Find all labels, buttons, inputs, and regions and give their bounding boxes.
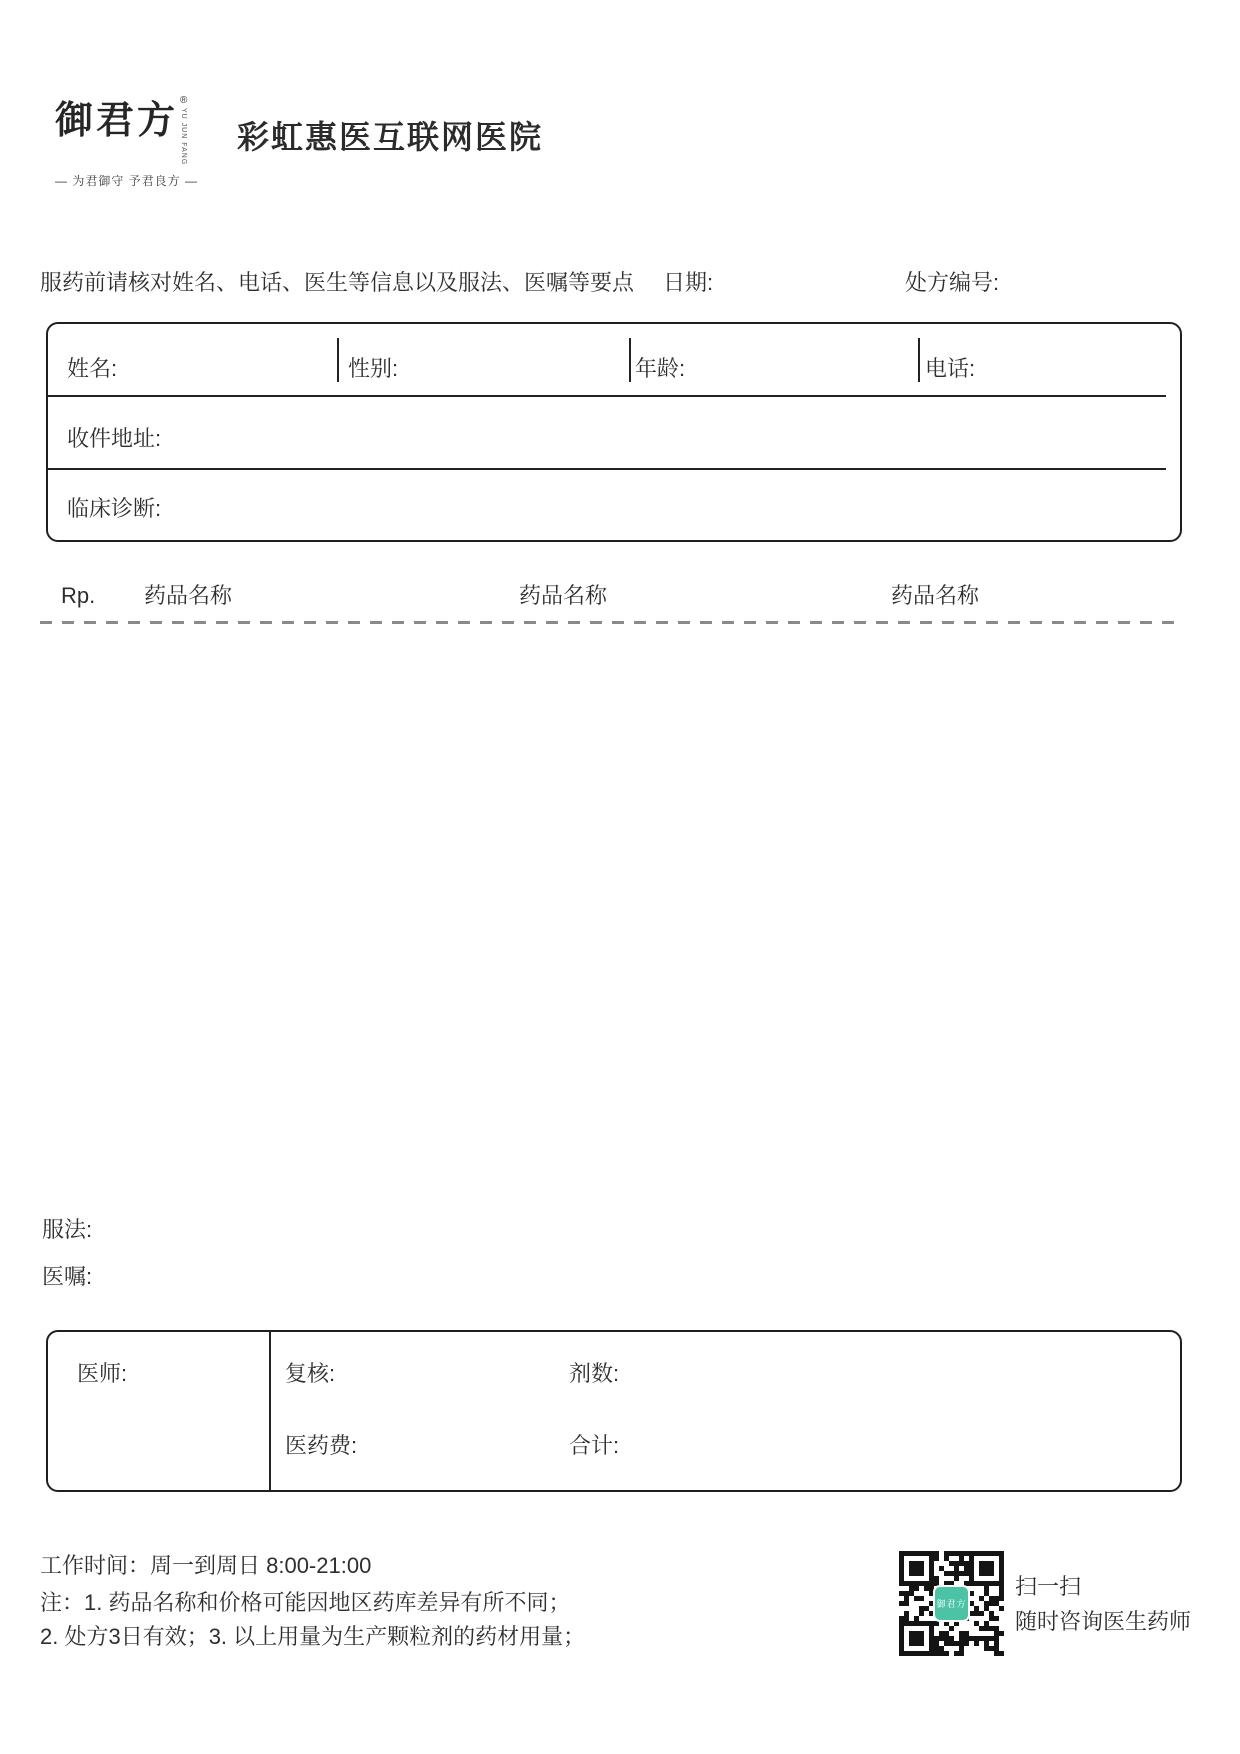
dose-count-label: 剂数:: [569, 1361, 620, 1386]
rx-separator-dashed-line: [40, 621, 1177, 624]
registered-trademark-icon: ®: [180, 95, 188, 106]
date-label: 日期:: [663, 270, 714, 295]
working-hours: 工作时间：周一到周日 8:00-21:00: [40, 1553, 372, 1578]
qr-center-logo: 御君方: [933, 1585, 970, 1622]
total-label: 合计:: [569, 1433, 620, 1458]
patient-info-box: [46, 322, 1182, 542]
note-line-2: 2. 处方3日有效；3. 以上用量为生产颗粒剂的药材用量；: [40, 1624, 586, 1649]
advice-label: 医嘱:: [42, 1264, 93, 1289]
signoff-box: [46, 1330, 1182, 1492]
medicine-fee-label: 医药费:: [285, 1433, 358, 1458]
scan-subtitle: 随时咨询医生药师: [1015, 1609, 1192, 1634]
scan-title: 扫一扫: [1015, 1574, 1082, 1599]
patient-gender-label: 性别:: [348, 356, 399, 381]
reviewer-label: 复核:: [285, 1361, 336, 1386]
brand-name: 御君方: [55, 97, 179, 142]
drug-name-column-header: 药品名称: [144, 583, 233, 608]
shipping-address-label: 收件地址:: [67, 426, 162, 451]
brand-name-en: YU JUN FANG: [180, 108, 188, 166]
qr-code: [898, 1550, 1005, 1657]
verification-hint: 服药前请核对姓名、电话、医生等信息以及服法、医嘱等要点: [40, 270, 635, 295]
drug-name-column-header: 药品名称: [891, 583, 980, 608]
physician-label: 医师:: [77, 1361, 128, 1386]
patient-age-label: 年龄:: [635, 356, 686, 381]
row-divider: [48, 395, 1166, 397]
cell-divider: [269, 1332, 271, 1490]
patient-phone-label: 电话:: [925, 356, 976, 381]
usage-label: 服法:: [42, 1217, 93, 1242]
brand-logo: [55, 95, 199, 189]
rx-number-label: 处方编号:: [905, 270, 1000, 295]
brand-tagline: — 为君御守 予君良方 —: [55, 174, 199, 189]
patient-name-label: 姓名:: [67, 356, 118, 381]
clinical-diagnosis-label: 临床诊断:: [67, 496, 162, 521]
rp-label: Rp.: [61, 583, 96, 608]
note-line-1: 注：1. 药品名称和价格可能因地区药库差异有所不同；: [40, 1590, 571, 1615]
hospital-title: 彩虹惠医互联网医院: [237, 119, 544, 155]
cell-divider: [918, 338, 920, 382]
cell-divider: [629, 338, 631, 382]
drug-name-column-header: 药品名称: [519, 583, 608, 608]
row-divider: [48, 468, 1166, 470]
cell-divider: [337, 338, 339, 382]
